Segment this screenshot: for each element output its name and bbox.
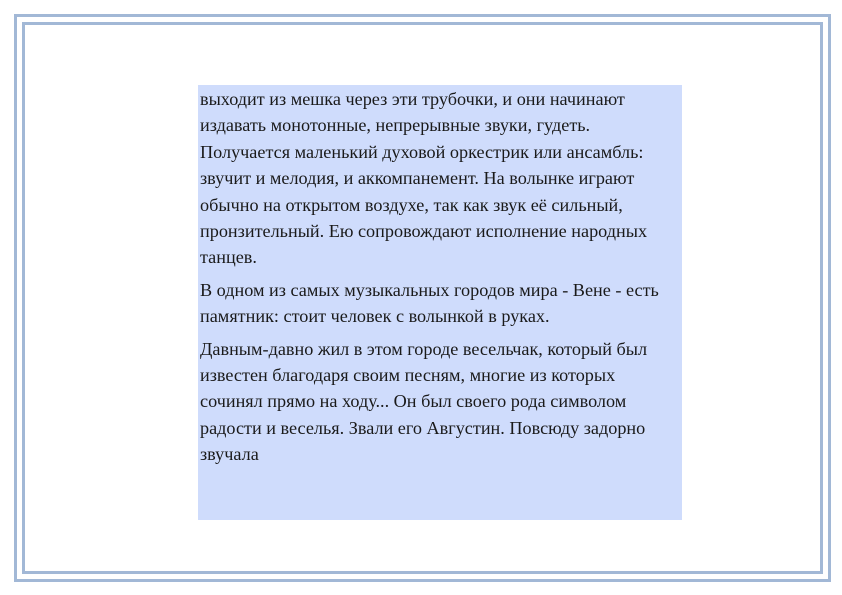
paragraph-augustin: Давным-давно жил в этом городе весельчак, который был известен благодаря своим песням, многие из которых сочинял прямо на ходу... Он был своего рода символом радости и веселья. Звали его Августин. Повсюду задорно звучала — [200, 338, 648, 465]
paragraph-vienna-monument: В одном из самых музыкальных городов мира - Вене - есть памятник: стоит человек с волынкой в руках. — [200, 279, 659, 327]
paragraph-bagpipe-sound: выходит из мешка через эти трубочки, и они начинают издавать монотонные, непрерывные звуки, гудеть. Получается маленький духовой оркестрик или ансамбль: звучит и мелодия, и аккомпанемент. На волынке играют обычно на открытом воздухе, так как звук её сильный, пронзительный. Ею сопровождают исполнение народных танцев. — [200, 89, 648, 268]
text-box — [198, 85, 682, 520]
